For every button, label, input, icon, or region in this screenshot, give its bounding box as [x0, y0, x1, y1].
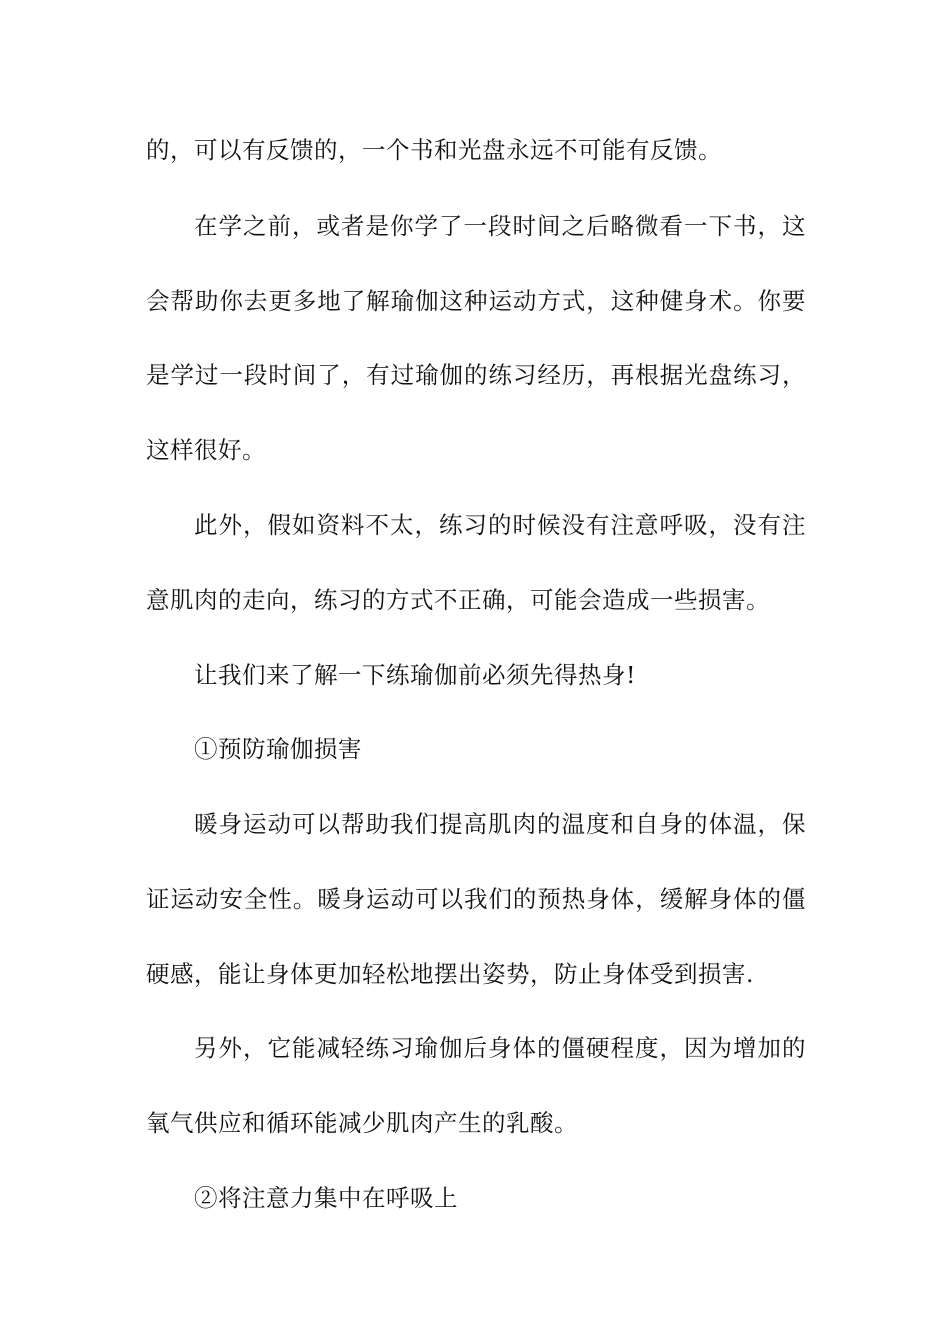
text-line-15: ②将注意力集中在呼吸上 — [194, 1184, 458, 1212]
text-line-3: 会帮助你去更多地了解瑜伽这种运动方式，这种健身术。你要 — [146, 287, 806, 315]
text-line-9: ①预防瑜伽损害 — [194, 735, 362, 763]
text-line-5: 这样很好。 — [146, 436, 266, 464]
text-line-8: 让我们来了解一下练瑜伽前必须先得热身! — [194, 661, 636, 689]
text-line-1: 的，可以有反馈的，一个书和光盘永远不可能有反馈。 — [146, 136, 722, 164]
text-line-7: 意肌肉的走向，练习的方式不正确，可能会造成一些损害。 — [146, 586, 770, 614]
text-line-14: 氧气供应和循环能减少肌肉产生的乳酸。 — [146, 1109, 578, 1137]
text-line-13: 另外，它能减轻练习瑜伽后身体的僵硬程度，因为增加的 — [194, 1034, 806, 1062]
text-line-10: 暖身运动可以帮助我们提高肌肉的温度和自身的体温，保 — [194, 810, 806, 838]
text-line-2: 在学之前，或者是你学了一段时间之后略微看一下书，这 — [194, 212, 806, 240]
text-line-6: 此外，假如资料不太，练习的时候没有注意呼吸，没有注 — [194, 511, 806, 539]
text-line-11: 证运动安全性。暖身运动可以我们的预热身体，缓解身体的僵 — [146, 885, 806, 913]
text-line-12: 硬感，能让身体更加轻松地摆出姿势，防止身体受到损害. — [146, 960, 754, 988]
text-line-4: 是学过一段时间了，有过瑜伽的练习经历，再根据光盘练习， — [146, 361, 806, 389]
